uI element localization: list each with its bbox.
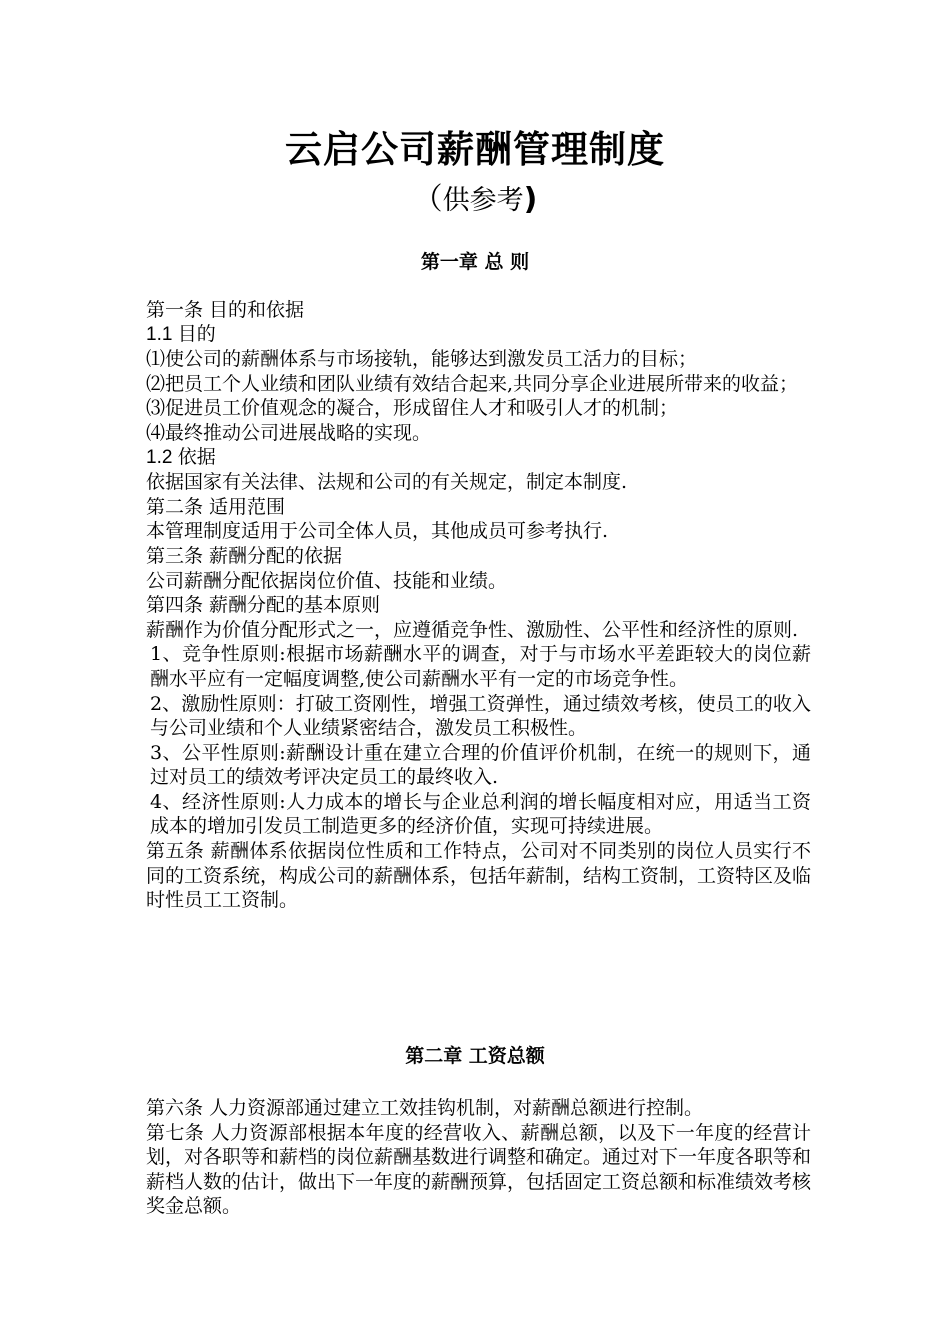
scope-text: 本管理制度适用于公司全体人员，其他成员可参考执行. xyxy=(146,520,609,543)
subtitle-close-paren: ) xyxy=(523,182,538,217)
article-1-heading: 第一条 目的和依据 xyxy=(146,299,305,321)
purpose-item-1: ⑴使公司的薪酬体系与市场接轨，能够达到激发员工活力的目标； xyxy=(146,348,698,371)
article-2-heading: 第二条 适用范围 xyxy=(146,495,286,518)
principles-intro-text: 薪酬作为价值分配形式之一，应遵循竞争性、激励性、公平性和经济性的原则. xyxy=(146,618,799,641)
purpose-item-2: ⑵把员工个人业绩和团队业绩有效结合起来,共同分享企业进展所带来的收益； xyxy=(146,372,799,395)
chapter-1-body xyxy=(146,298,811,913)
article-4-heading: 第四条 薪酬分配的基本原则 xyxy=(146,594,381,617)
distribution-basis-text: 公司薪酬分配依据岗位价值、技能和业绩。 xyxy=(146,569,508,592)
article-3-heading: 第三条 薪酬分配的依据 xyxy=(146,544,343,567)
document-subtitle xyxy=(0,180,950,221)
section-1-1-heading: 1.1 目的 xyxy=(146,323,216,345)
principle-competitive: 1、竞争性原则:根据市场薪酬水平的调查，对于与市场水平差距较大的岗位薪酬水平应有一定幅度调整,使公司薪酬水平有一定的市场竞争性。 xyxy=(150,643,811,690)
article-6-text: 第六条 人力资源部通过建立工效挂钩机制，对薪酬总额进行控制。 xyxy=(146,1097,704,1119)
article-7-text: 第七条 人力资源部根据本年度的经营收入、薪酬总额，以及下一年度的经营计划，对各职等和薪档的岗位薪酬基数进行调整和确定。通过对下一年度各职等和薪档人数的估计，做出下一年度的薪酬预算，包括固定工资总额和标准绩效考核奖金总额。 xyxy=(146,1121,812,1218)
principle-economy: 4、经济性原则:人力成本的增长与企业总利润的增长幅度相对应，用适当工资成本的增加引发员工制造更多的经济价值，实现可持续进展。 xyxy=(150,790,811,838)
purpose-item-4: ⑷最终推动公司进展战略的实现。 xyxy=(146,421,432,444)
subtitle-text: 供参考 xyxy=(442,185,524,216)
document-title: 云启公司薪酬管理制度 xyxy=(285,128,665,171)
purpose-item-3: ⑶促进员工价值观念的凝合，形成留住人才和吸引人才的机制； xyxy=(146,397,679,420)
chapter-2-heading: 第二章 工资总额 xyxy=(405,1045,545,1067)
section-1-2-heading: 1.2 依据 xyxy=(146,446,216,468)
basis-text: 依据国家有关法律、法规和公司的有关规定，制定本制度. xyxy=(146,471,628,494)
chapter-1-heading: 第一章 总 则 xyxy=(420,251,530,273)
article-5-text: 第五条 薪酬体系依据岗位性质和工作特点，公司对不同类别的岗位人员实行不同的工资系统，构成公司的薪酬体系，包括年薪制，结构工资制，工资特区及临时性员工工资制。 xyxy=(146,840,812,912)
subtitle-open-paren: （ xyxy=(412,182,443,217)
chapter-2-body xyxy=(146,1096,811,1219)
principle-incentive: 2、激励性原则：打破工资刚性，增强工资弹性，通过绩效考核，使员工的收入与公司业绩和个人业绩紧密结合，激发员工积极性。 xyxy=(150,692,811,740)
principle-fairness: 3、公平性原则:薪酬设计重在建立合理的价值评价机制，在统一的规则下，通过对员工的绩效考评决定员工的最终收入. xyxy=(150,741,811,789)
